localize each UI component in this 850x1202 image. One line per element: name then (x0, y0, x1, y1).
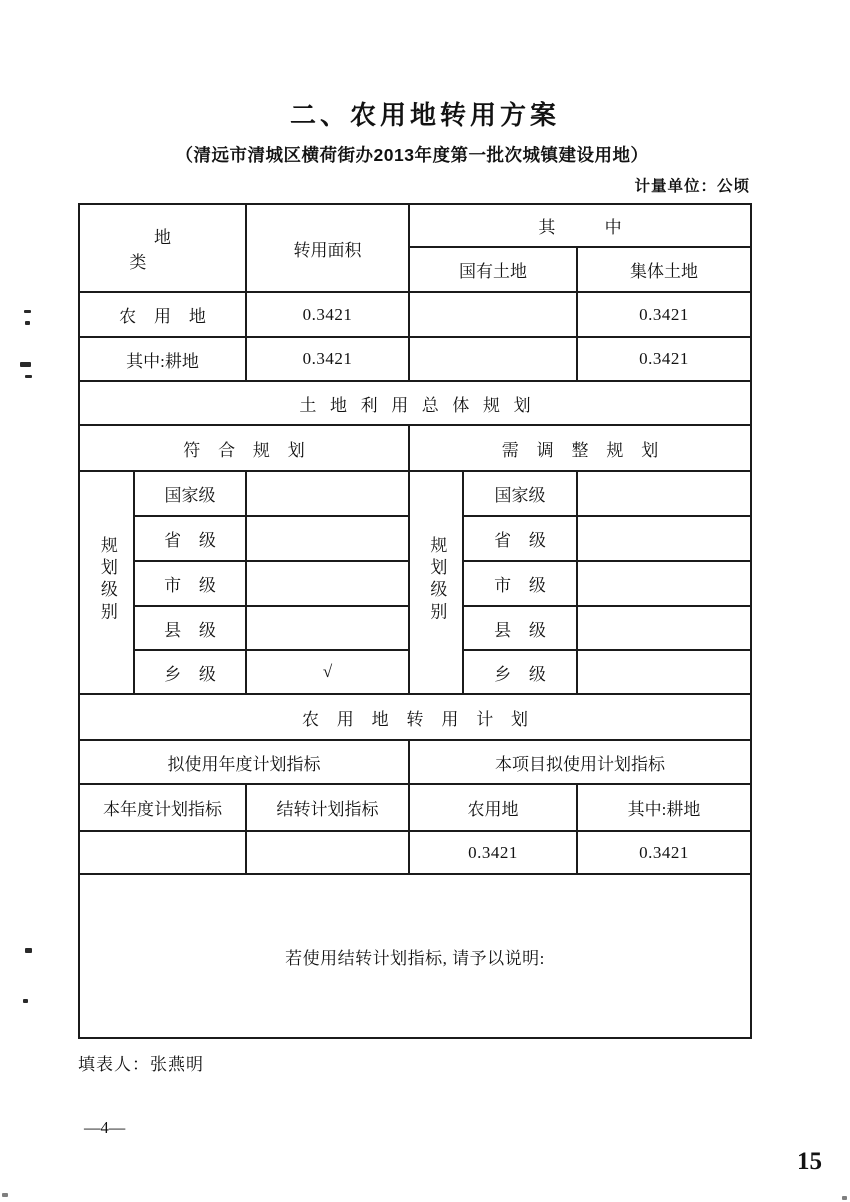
carryover-explanation-cell: 若使用结转计划指标, 请予以说明: (79, 874, 751, 1038)
level-row-national (79, 471, 751, 516)
level-name-township-right: 乡级 (463, 650, 577, 694)
state-land-header: 国有土地 (409, 247, 577, 292)
scan-artifact (20, 362, 31, 367)
agricultural-collective-value: 0.3421 (577, 292, 751, 337)
agricultural-state-value (409, 292, 577, 337)
scan-artifact (23, 999, 28, 1003)
level-value-township-right (577, 650, 751, 694)
level-value-city-right (577, 561, 751, 606)
page-number: —4— (84, 1118, 126, 1137)
cultivated-land-label: 其中:耕地 (79, 337, 246, 381)
scan-artifact (2, 1193, 8, 1197)
page-title: 二、农用地转用方案 (289, 100, 560, 130)
sheet-number: 15 (797, 1148, 822, 1175)
level-name-township-left: 乡级 (134, 650, 246, 694)
level-name-city-right: 市级 (463, 561, 577, 606)
current-year-value (79, 831, 246, 874)
agricultural-area-value: 0.3421 (246, 292, 409, 337)
plan-level-vertical-text: 规划级别 (427, 535, 447, 625)
cultivated-col-header: 其中:耕地 (577, 784, 751, 831)
agricultural-land-label: 农用地 (79, 292, 246, 337)
plan-level-vertical-text: 规划级别 (97, 535, 117, 625)
among-header: 其中 (409, 204, 751, 247)
conversion-area-header: 转用面积 (246, 204, 409, 292)
cultivated-state-value (409, 337, 577, 381)
cultivated-collective-value: 0.3421 (577, 337, 751, 381)
level-value-county-left (246, 606, 409, 650)
level-name-county-right: 县级 (463, 606, 577, 650)
carryover-value (246, 831, 409, 874)
level-name-province-right: 省级 (463, 516, 577, 561)
level-value-county-right (577, 606, 751, 650)
level-name-national-left: 国家级 (134, 471, 246, 516)
collective-land-header: 集体土地 (577, 247, 751, 292)
level-value-national-right (577, 471, 751, 516)
level-name-county-left: 县级 (134, 606, 246, 650)
plan-level-label-left (79, 471, 134, 694)
conversion-form-table (78, 203, 752, 1039)
level-value-province-right (577, 516, 751, 561)
cultivated-plan-value: 0.3421 (577, 831, 751, 874)
conversion-plan-band: 农用地转用计划 (79, 694, 751, 740)
level-value-province-left (246, 516, 409, 561)
comply-plan-header: 符合规划 (79, 425, 409, 471)
agricultural-col-header: 农用地 (409, 784, 577, 831)
overall-plan-band: 土地利用总体规划 (79, 381, 751, 425)
scan-artifact (25, 375, 32, 378)
level-name-city-left: 市级 (134, 561, 246, 606)
cultivated-area-value: 0.3421 (246, 337, 409, 381)
scan-artifact (842, 1196, 847, 1200)
table-row-agricultural-land (79, 292, 751, 337)
plan-level-label-right (409, 471, 463, 694)
level-value-city-left (246, 561, 409, 606)
filled-by-line: 填表人：张燕明 (78, 1055, 204, 1074)
unit-note: 计量单位：公顷 (634, 178, 750, 195)
level-value-national-left (246, 471, 409, 516)
current-year-indicator-header: 本年度计划指标 (79, 784, 246, 831)
project-indicator-header: 本项目拟使用计划指标 (409, 740, 751, 784)
page-subtitle: （清远市清城区横荷街办2013年度第一批次城镇建设用地） (175, 145, 649, 165)
scan-artifact (25, 321, 30, 325)
level-name-province-left: 省级 (134, 516, 246, 561)
carryover-indicator-header: 结转计划指标 (246, 784, 409, 831)
annual-indicator-header: 拟使用年度计划指标 (79, 740, 409, 784)
scan-artifact (25, 948, 32, 953)
table-row-cultivated-land (79, 337, 751, 381)
agricultural-plan-value: 0.3421 (409, 831, 577, 874)
land-type-header: 地类 (79, 204, 246, 292)
adjust-plan-header: 需调整规划 (409, 425, 751, 471)
level-value-township-left-checkmark: √ (246, 650, 409, 694)
table-row-plan-values (79, 831, 751, 874)
level-name-national-right: 国家级 (463, 471, 577, 516)
scan-artifact (24, 310, 31, 313)
